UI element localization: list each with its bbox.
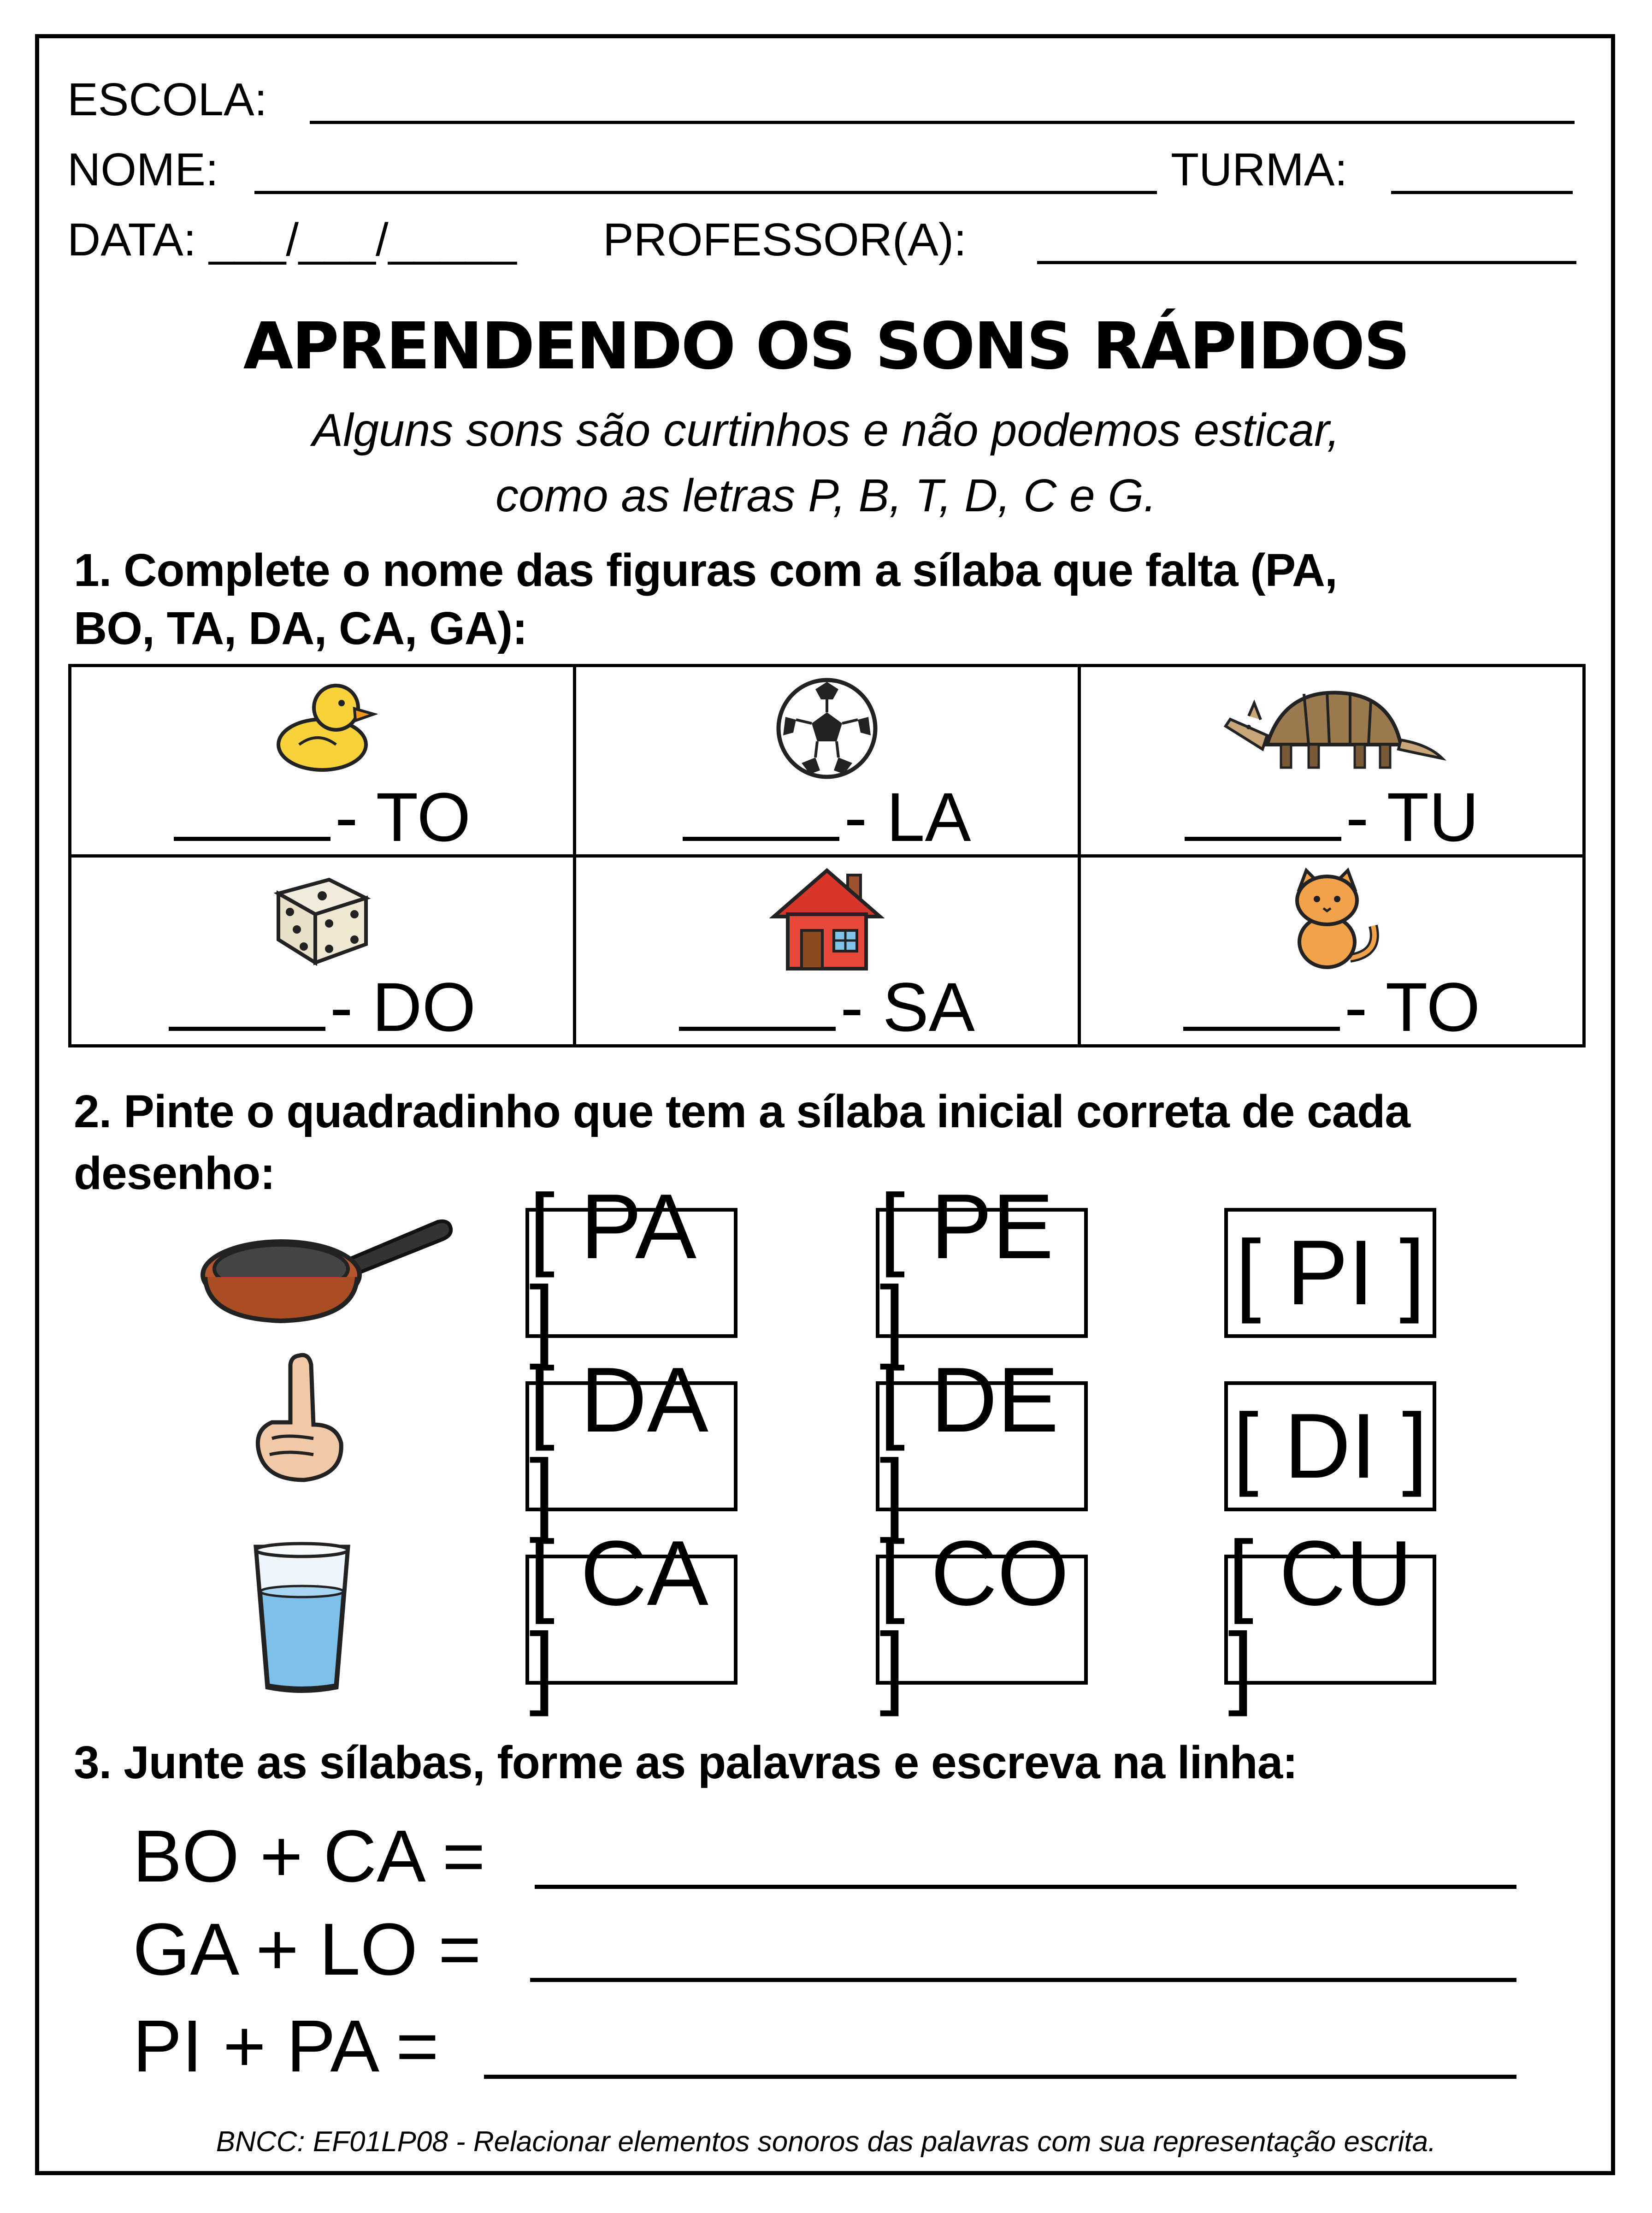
option-pa[interactable]: [ PA ]: [525, 1208, 738, 1338]
option-cu[interactable]: [ CU ]: [1224, 1555, 1436, 1685]
q1-cell[interactable]: [70, 856, 575, 1046]
soccer-ball-icon: [774, 675, 880, 784]
equation-1: BO + CA =: [133, 1815, 485, 1897]
subtitle-line-1: Alguns sons são curtinhos e não podemos esticar,: [312, 404, 1340, 456]
duck-icon: [267, 675, 378, 779]
option-di[interactable]: [ DI ]: [1224, 1381, 1436, 1511]
data-field[interactable]: DATA: ___/___/_____: [67, 214, 517, 266]
cat-icon: [1281, 866, 1382, 974]
armadillo-icon: [1216, 675, 1447, 779]
q1-suffix: - TO: [335, 778, 471, 856]
q1-cell[interactable]: [575, 666, 1080, 856]
q1-cell[interactable]: [70, 666, 575, 856]
option-da[interactable]: [ DA ]: [525, 1381, 738, 1511]
footer-bncc: BNCC: EF01LP08 - Relacionar elementos sonoros das palavras com sua representação escrita.: [216, 2126, 1436, 2158]
escola-line[interactable]: [310, 121, 1575, 124]
escola-label: ESCOLA:: [67, 74, 267, 125]
option-ca[interactable]: [ CA ]: [525, 1555, 738, 1685]
subtitle-line-2: como as letras P, B, T, D, C e G.: [496, 470, 1156, 521]
q1-text-line-1: 1. Complete o nome das figuras com a sílaba que falta (PA,: [74, 544, 1337, 596]
finger-icon: [244, 1346, 355, 1487]
dice-icon: [269, 866, 375, 970]
frying-pan-icon: [198, 1208, 456, 1335]
q1-cell[interactable]: [575, 856, 1080, 1046]
nome-label: NOME:: [67, 144, 218, 195]
q3-text: 3. Junte as sílabas, forme as palavras e escreva na linha:: [74, 1737, 1298, 1788]
q1-suffix: - LA: [844, 778, 971, 856]
turma-line[interactable]: [1391, 191, 1573, 194]
nome-line[interactable]: [254, 191, 1157, 194]
option-pe[interactable]: [ PE ]: [876, 1208, 1088, 1338]
turma-label: TURMA:: [1171, 144, 1348, 195]
q1-text-line-2: BO, TA, DA, CA, GA):: [74, 603, 527, 654]
option-co[interactable]: [ CO ]: [876, 1555, 1088, 1685]
equation-2: GA + LO =: [133, 1908, 482, 1990]
q1-grid: [68, 664, 1586, 1047]
professor-label: PROFESSOR(A):: [603, 214, 967, 266]
professor-line[interactable]: [1037, 261, 1576, 264]
glass-of-water-icon: [249, 1540, 355, 1699]
equation-3: PI + PA =: [133, 2005, 439, 2087]
option-de[interactable]: [ DE ]: [876, 1381, 1088, 1511]
q1-cell[interactable]: [1080, 666, 1584, 856]
q1-suffix: - TO: [1344, 968, 1481, 1046]
q2-text-line-2: desenho:: [74, 1148, 275, 1199]
q1-suffix: - DO: [330, 968, 476, 1046]
option-pi[interactable]: [ PI ]: [1224, 1208, 1436, 1338]
page-title: APRENDENDO OS SONS RÁPIDOS: [243, 309, 1409, 384]
q2-text-line-1: 2. Pinte o quadradinho que tem a sílaba inicial correta de cada: [74, 1086, 1410, 1137]
q1-suffix: - SA: [840, 968, 975, 1046]
q1-suffix: - TU: [1345, 778, 1479, 856]
house-icon: [769, 866, 885, 974]
answer-line-2[interactable]: [530, 1978, 1516, 1982]
answer-line-1[interactable]: [535, 1885, 1516, 1889]
q1-cell[interactable]: [1080, 856, 1584, 1046]
answer-line-3[interactable]: [484, 2075, 1516, 2079]
